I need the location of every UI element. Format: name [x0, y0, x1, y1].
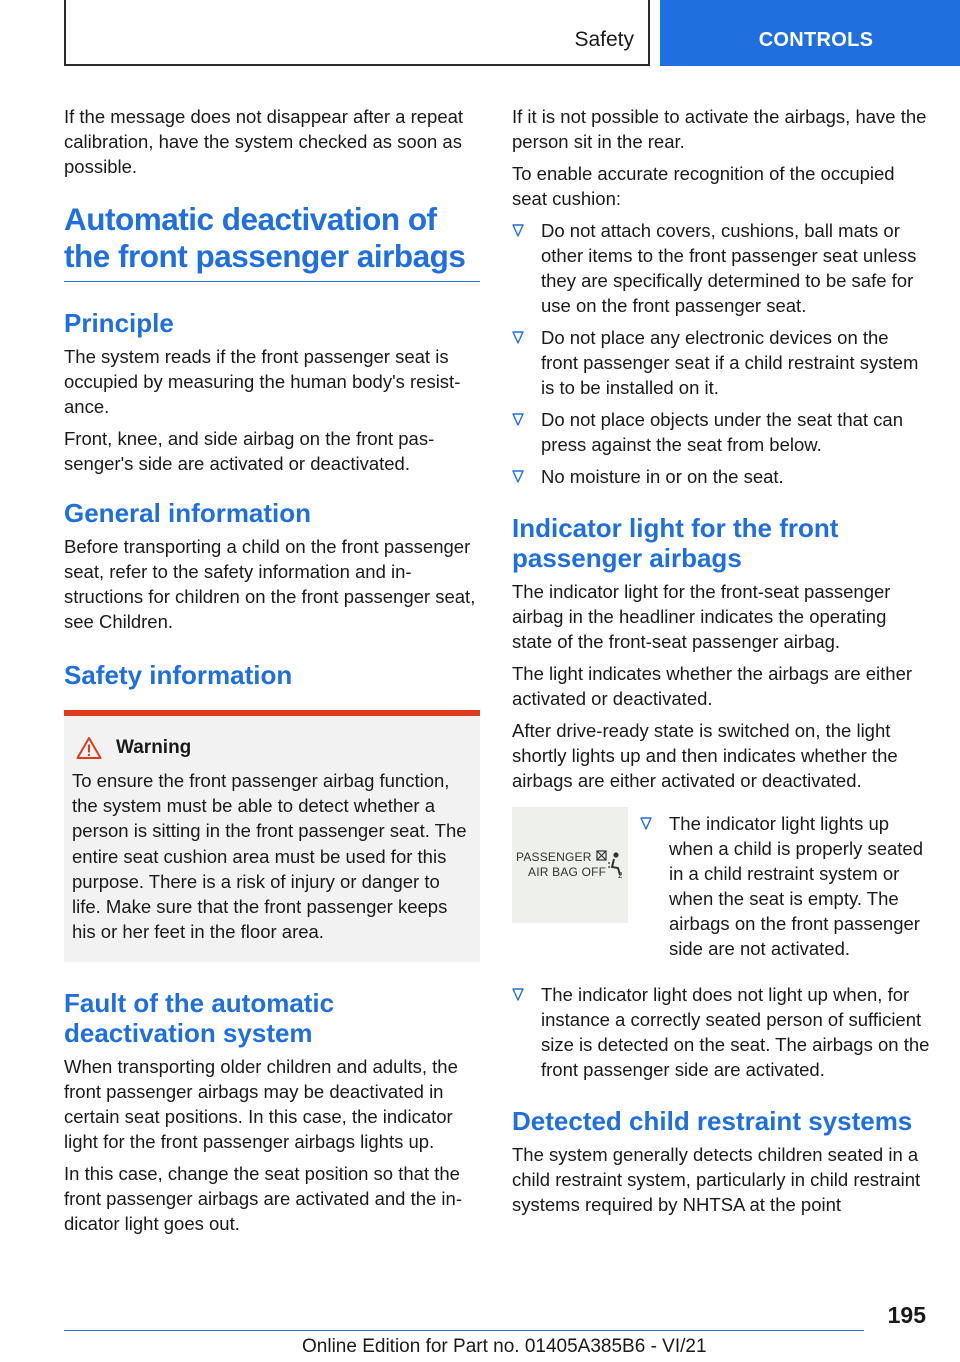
- list-item: The indicator light does not light up when, for instance a correctly seated person of sufficient size is detected on the seat. The airbags on the front passenger side are activated.: [512, 982, 930, 1082]
- warning-text: To ensure the front passenger airbag function, the system must be able to detect whether a person is sitting in the front passenger seat. The entire seat cushion area must be used for this purpose. There is a risk of injury or danger to life. Make sure that the front passenger keeps his or her feet in the floor area.: [72, 770, 467, 943]
- header-section-tab: [64, 0, 650, 66]
- detected-crs-heading: Detected child restraint systems: [512, 1106, 913, 1136]
- principle-paragraph-1: The system reads if the front passenger seat is occupied by measuring the human body's resistance.: [64, 346, 461, 417]
- bullet-triangle-icon: [512, 988, 524, 1001]
- main-heading-line2: the front passenger airbags: [64, 238, 466, 274]
- warning-box: [64, 710, 480, 962]
- recognition-paragraph: To enable accurate recognition of the occupied seat cushion:: [512, 163, 895, 209]
- warning-title: Warning: [116, 737, 192, 758]
- indicator-illustration-row: [512, 805, 930, 976]
- indicator-paragraph-3: After drive-ready state is switched on, the light shortly lights up and then indicates whether the airbags are either activated or deactivated.: [512, 720, 898, 791]
- indicator-paragraph-2: The light indicates whether the airbags are either activated or deactivated.: [512, 663, 913, 709]
- list-item: The indicator light lights up when a child is properly seated in a child restraint system or when the seat is empty. The airbags on the front passenger side are not activated.: [640, 811, 930, 961]
- fault-heading: Fault of the automatic deactivation system: [64, 988, 335, 1049]
- principle-paragraph-2: Front, knee, and side airbag on the front passenger's side are activated or deactivated.: [64, 428, 435, 474]
- right-column: [512, 104, 930, 1224]
- footer-divider: [64, 1330, 864, 1331]
- main-heading-line1: Automatic deactivation of: [64, 201, 437, 237]
- image-label-passenger: PASSENGER: [516, 850, 592, 864]
- principle-heading: Principle: [64, 308, 174, 338]
- header-chapter-tab: [660, 0, 960, 66]
- section-title: Safety: [574, 28, 634, 51]
- svg-text:2: 2: [618, 871, 623, 879]
- recognition-list: [512, 218, 930, 489]
- safety-info-heading: Safety information: [64, 660, 293, 690]
- indicator-list: [640, 811, 930, 968]
- bullet-triangle-icon: [512, 224, 524, 237]
- rear-seat-paragraph: If it is not possible to activate the airbags, have the person sit in the rear.: [512, 106, 927, 152]
- page-number: 195: [887, 1302, 926, 1328]
- bullet-triangle-icon: [512, 413, 524, 426]
- list-item: Do not place any electronic devices on the front passenger seat if a child restraint system is to be installed on it.: [512, 325, 930, 400]
- left-column: [64, 104, 480, 1243]
- fault-paragraph-2: In this case, change the seat position so that the front passenger airbags are activated and the indicator light goes out.: [64, 1163, 463, 1235]
- chapter-title: CONTROLS: [758, 29, 874, 51]
- bullet-triangle-icon: [512, 470, 524, 483]
- list-item: No moisture in or on the seat.: [512, 464, 930, 489]
- list-item: Do not place objects under the seat that can press against the seat from below.: [512, 407, 930, 457]
- list-item: Do not attach covers, cushions, ball mats or other items to the front passenger seat unless they are specifically determined to be safe for use on the front passenger seat.: [512, 218, 930, 318]
- fault-paragraph-1: When transporting older children and adults, the front passenger airbags may be deactivated in certain seat positions. In this case, the indicator light for the front passenger airbags lights up.: [64, 1056, 458, 1153]
- passenger-airbag-off-image: [512, 807, 628, 923]
- general-info-paragraph: Before transporting a child on the front passenger seat, refer to the safety information and instructions for children on the front passenger seat, see Children.: [64, 536, 476, 632]
- airbag-off-icon: [596, 849, 624, 879]
- warning-triangle-icon: [76, 736, 102, 760]
- bullet-triangle-icon: [512, 331, 524, 344]
- detected-crs-paragraph: The system generally detects children seated in a child restraint system, particularly in child restraint systems required by NHTSA at the point: [512, 1144, 921, 1215]
- intro-paragraph: If the message does not disappear after a repeat calibration, have the system checked as soon as possible.: [64, 106, 464, 177]
- footer-edition: Online Edition for Part no. 01405A385B6 - VI/21: [302, 1336, 707, 1357]
- indicator-heading: Indicator light for the front passenger airbags: [512, 513, 839, 573]
- main-heading: [64, 201, 480, 282]
- indicator-list-continued: [512, 982, 930, 1082]
- general-info-heading: General information: [64, 498, 312, 528]
- bullet-triangle-icon: [640, 817, 652, 830]
- image-label-airbag-off: AIR BAG OFF: [528, 865, 607, 879]
- indicator-paragraph-1: The indicator light for the front-seat passenger airbag in the headliner indicates the operating state of the front-seat passenger airbag.: [512, 581, 891, 652]
